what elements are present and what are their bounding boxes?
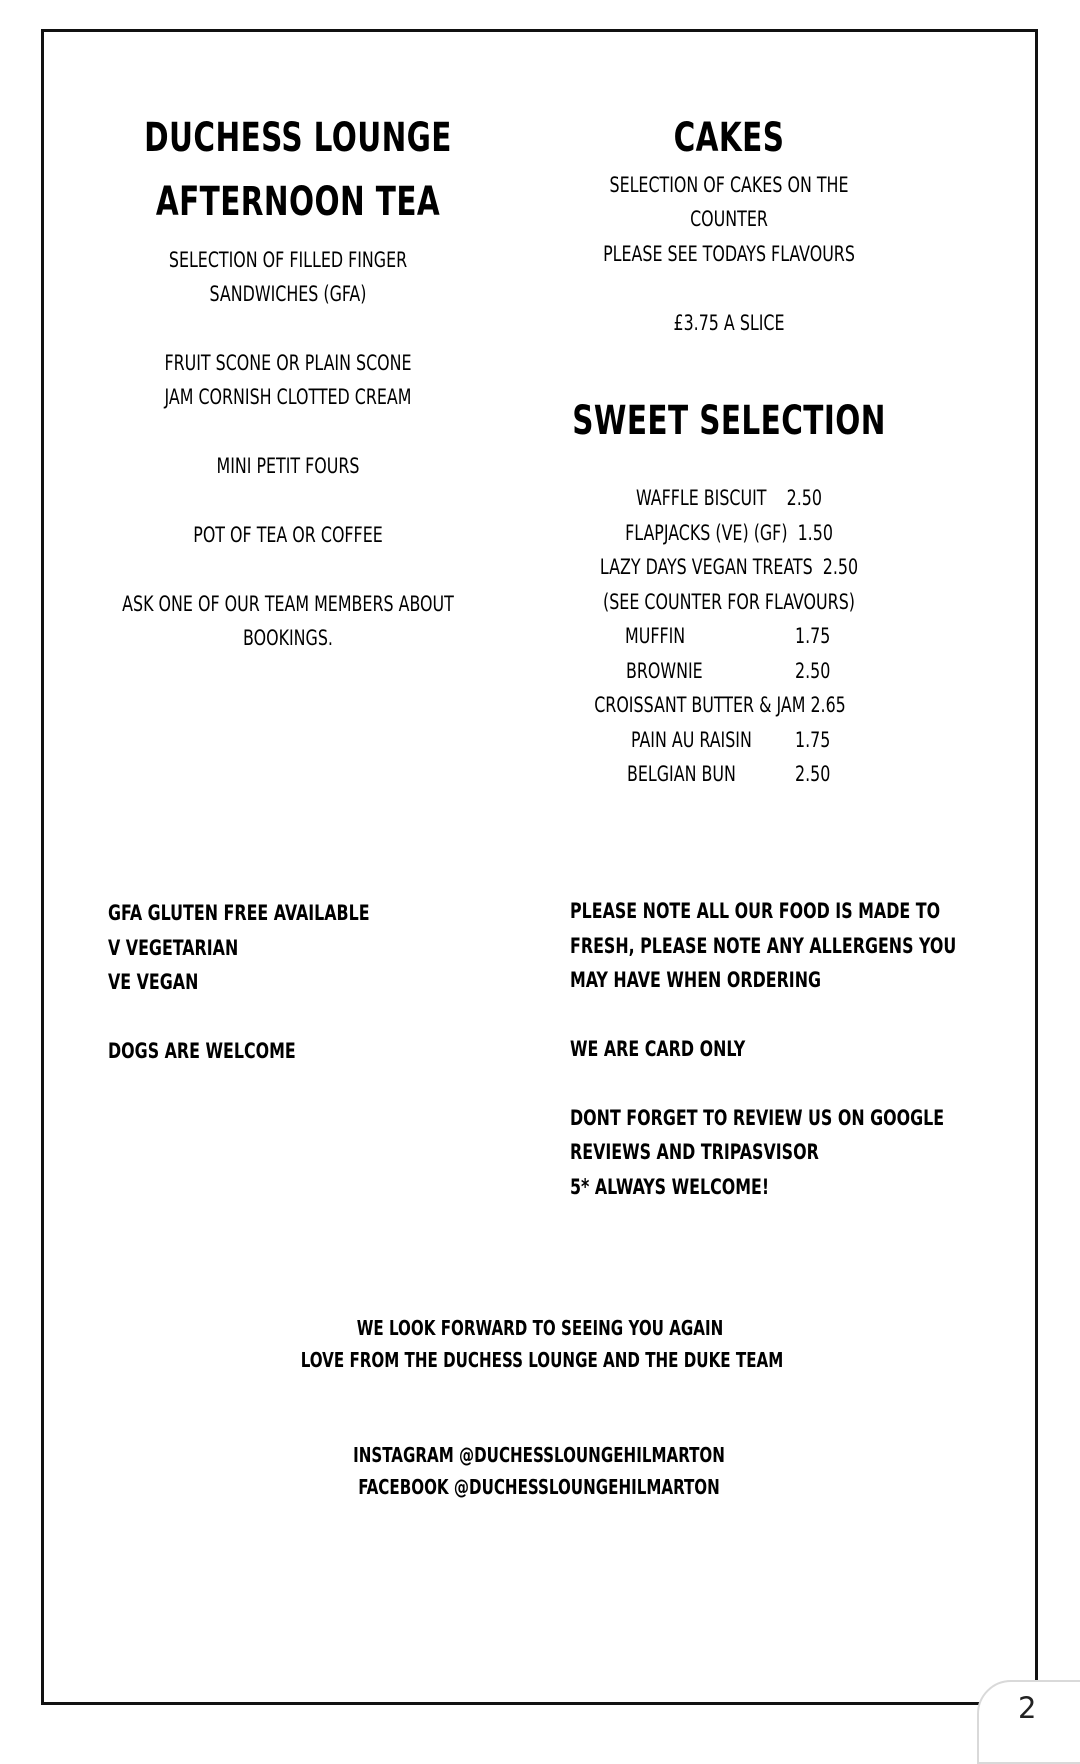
afternoon-tea-line: BOOKINGS.: [243, 626, 333, 650]
afternoon-tea-title-line1: DUCHESS LOUNGE: [144, 115, 452, 161]
sweet-item: [625, 516, 833, 551]
notes-line: REVIEWS AND TRIPASVISOR: [570, 1140, 819, 1164]
sweet-item-name: LAZY DAYS VEGAN TREATS: [599, 555, 813, 579]
afternoon-tea-line: FRUIT SCONE OR PLAIN SCONE: [164, 351, 412, 375]
sweet-item-name: CROISSANT BUTTER & JAM: [594, 693, 806, 717]
sweet-item-name: PAIN AU RAISIN: [631, 728, 752, 752]
sweet-item-price: 1.50: [797, 521, 833, 545]
sweet-item-name: FLAPJACKS (VE) (GF): [625, 521, 788, 545]
afternoon-tea-line: MINI PETIT FOURS: [216, 454, 360, 478]
sweet-item-name: MUFFIN: [625, 624, 686, 648]
sweet-item: [600, 550, 858, 585]
instagram-handle[interactable]: INSTAGRAM @DUCHESSLOUNGEHILMARTON: [353, 1443, 725, 1467]
notes-line: WE ARE CARD ONLY: [570, 1037, 746, 1061]
sweet-item-price: 2.50: [795, 659, 831, 683]
sweet-item-price: 2.50: [822, 555, 859, 579]
sweet-item: [636, 481, 822, 516]
sweet-item-price: 1.75: [795, 728, 831, 752]
sweet-item-price: 2.50: [795, 762, 831, 786]
footer-signoff: LOVE FROM THE DUCHESS LOUNGE AND THE DUKE TEAM: [300, 1348, 784, 1372]
footer-thanks: WE LOOK FORWARD TO SEEING YOU AGAIN: [356, 1316, 724, 1340]
afternoon-tea-title-line2: AFTERNOON TEA: [155, 179, 441, 225]
notes-line: FRESH, PLEASE NOTE ANY ALLERGENS YOU: [570, 934, 957, 958]
sweet-item-name: BROWNIE: [626, 659, 703, 683]
cakes-title: CAKES: [673, 115, 785, 161]
notes-line: MAY HAVE WHEN ORDERING: [570, 968, 822, 992]
sweet-item-price: 2.50: [786, 486, 822, 510]
notes-line: 5* ALWAYS WELCOME!: [570, 1175, 770, 1199]
notes-line: PLEASE NOTE ALL OUR FOOD IS MADE TO: [570, 899, 941, 923]
cakes-line: PLEASE SEE TODAYS FLAVOURS: [603, 242, 855, 266]
key-line: VE VEGAN: [108, 970, 199, 994]
sweet-selection-title: SWEET SELECTION: [572, 398, 886, 444]
notes-line: DONT FORGET TO REVIEW US ON GOOGLE: [570, 1106, 945, 1130]
sweet-item-note: (SEE COUNTER FOR FLAVOURS): [603, 590, 855, 614]
sweet-item-price: 1.75: [795, 624, 831, 648]
sweet-item: [594, 688, 846, 723]
key-line: GFA GLUTEN FREE AVAILABLE: [108, 901, 370, 925]
afternoon-tea-line: ASK ONE OF OUR TEAM MEMBERS ABOUT: [122, 592, 454, 616]
sweet-item-name: WAFFLE BISCUIT: [636, 486, 767, 510]
sweet-item-price: 2.65: [810, 693, 846, 717]
cakes-line: COUNTER: [690, 207, 768, 231]
facebook-handle[interactable]: FACEBOOK @DUCHESSLOUNGEHILMARTON: [358, 1475, 720, 1499]
key-line: DOGS ARE WELCOME: [108, 1039, 296, 1063]
afternoon-tea-line: JAM CORNISH CLOTTED CREAM: [164, 385, 412, 409]
afternoon-tea-line: SELECTION OF FILLED FINGER: [168, 248, 408, 272]
page-number: 2: [1018, 1691, 1037, 1725]
cakes-line: SELECTION OF CAKES ON THE: [609, 173, 849, 197]
cakes-price: £3.75 A SLICE: [673, 311, 785, 335]
sweet-item-name: BELGIAN BUN: [627, 762, 736, 786]
key-line: V VEGETARIAN: [108, 936, 239, 960]
afternoon-tea-line: SANDWICHES (GFA): [209, 282, 367, 306]
afternoon-tea-line: POT OF TEA OR COFFEE: [193, 523, 383, 547]
